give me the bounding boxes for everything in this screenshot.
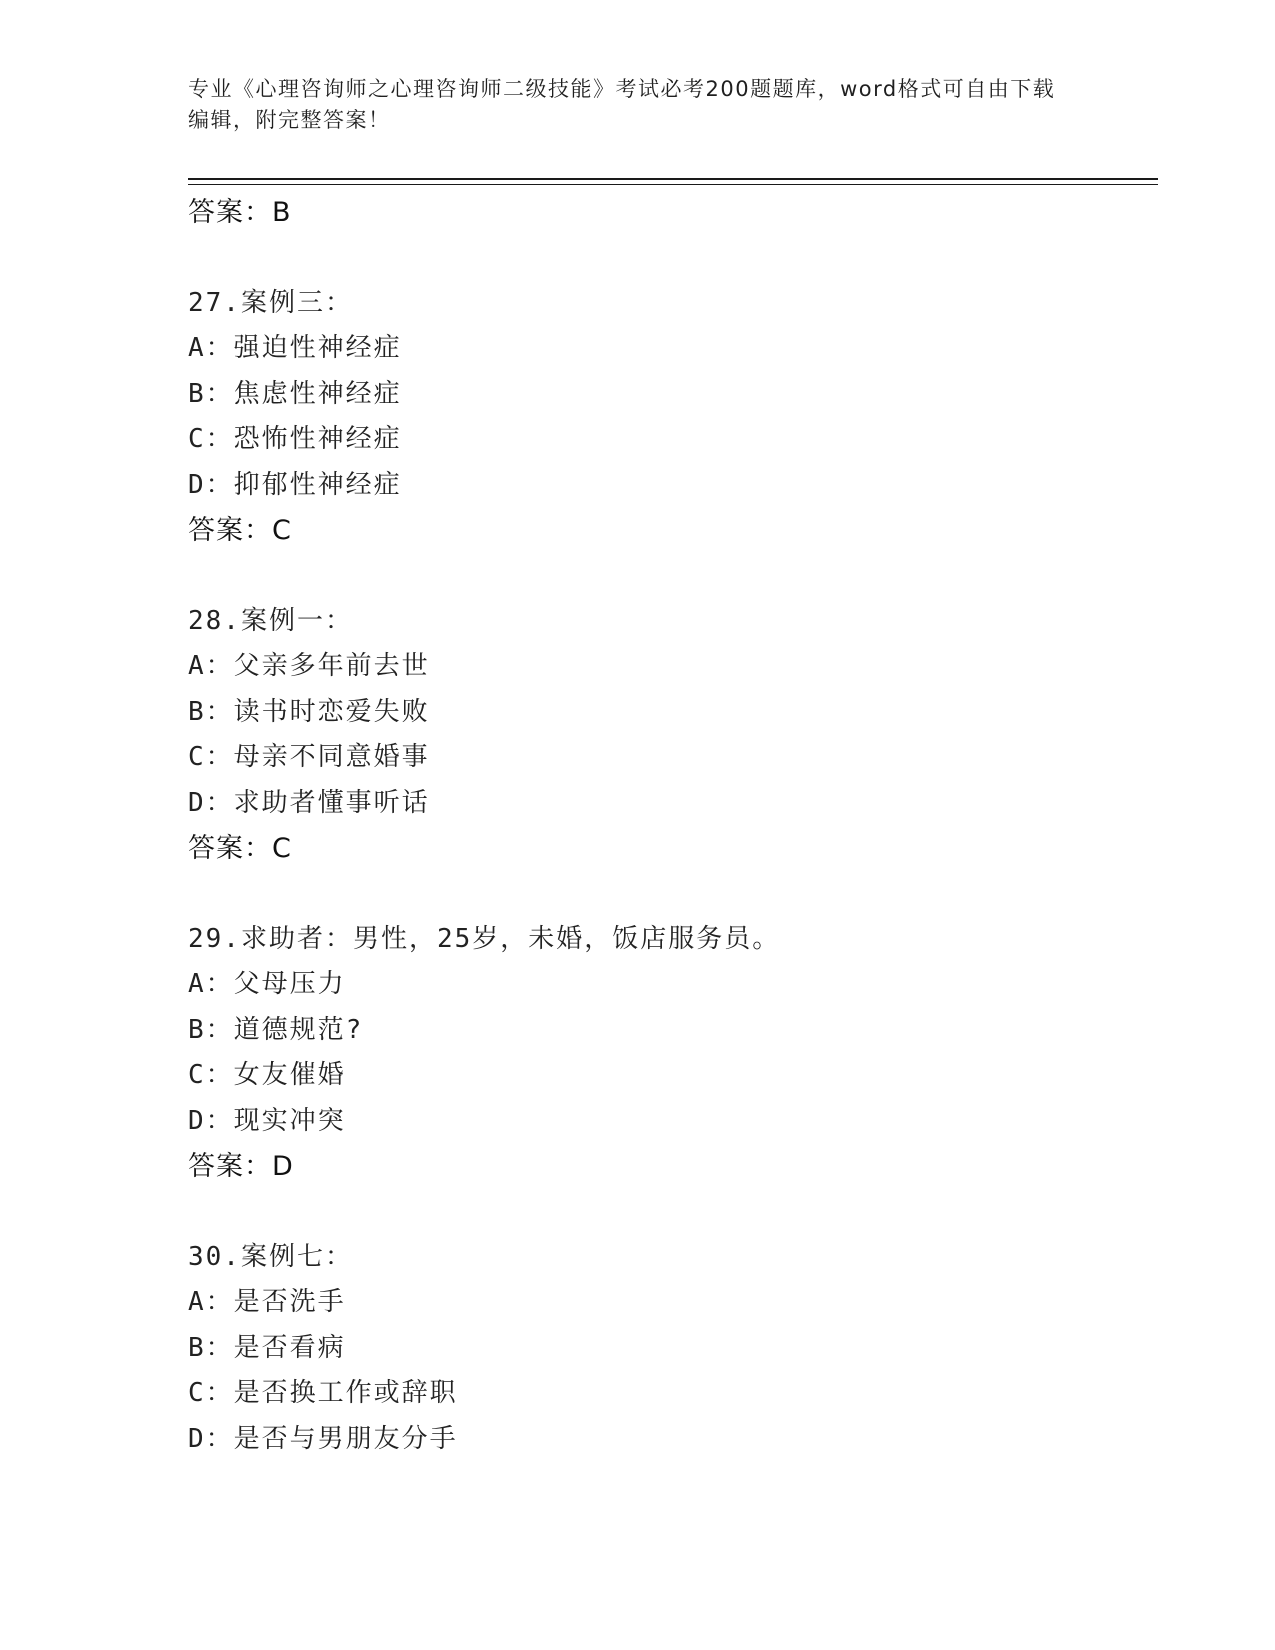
option-b: B：道德规范?	[188, 1014, 364, 1045]
answer-line: 答案：C	[188, 833, 292, 864]
option-a: A：父母压力	[188, 969, 346, 999]
question-list	[188, 190, 1148, 1462]
answer-line: 答案：D	[188, 1151, 294, 1182]
answer-line: 答案：C	[188, 515, 292, 546]
spacer	[188, 1190, 1148, 1235]
document-header: 专业《心理咨询师之心理咨询师二级技能》考试必考200题题库，word格式可自由下载编辑，附完整答案！	[188, 77, 1056, 132]
question-block-30	[188, 1235, 1148, 1463]
option-d: D：求助者懂事听话	[188, 787, 430, 818]
spacer	[188, 554, 1148, 599]
option-d: D：现实冲突	[188, 1105, 346, 1136]
option-d: D：是否与男朋友分手	[188, 1423, 458, 1454]
option-c: C：恐怖性神经症	[188, 424, 402, 454]
header-divider-bottom	[188, 184, 1158, 185]
option-a: A：强迫性神经症	[188, 333, 402, 363]
question-block-28	[188, 599, 1148, 872]
option-c: C：母亲不同意婚事	[188, 742, 430, 772]
option-b: B：是否看病	[188, 1332, 346, 1363]
option-a: A：是否洗手	[188, 1287, 346, 1317]
option-d: D：抑郁性神经症	[188, 469, 402, 500]
answer-line: 答案：B	[188, 197, 292, 228]
option-c: C：是否换工作或辞职	[188, 1378, 458, 1408]
question-stem: 28.案例一：	[188, 605, 353, 636]
option-c: C：女友催婚	[188, 1060, 346, 1090]
question-stem: 29.求助者：男性，25岁，未婚，饭店服务员。	[188, 923, 781, 954]
question-block-29	[188, 917, 1148, 1190]
spacer	[188, 872, 1148, 917]
option-b: B：焦虑性神经症	[188, 378, 402, 409]
question-block-27	[188, 281, 1148, 554]
option-a: A：父亲多年前去世	[188, 651, 430, 681]
question-stem: 27.案例三：	[188, 287, 353, 318]
question-stem: 30.案例七：	[188, 1241, 353, 1272]
spacer	[188, 236, 1148, 281]
header-divider-top	[188, 178, 1158, 180]
option-b: B：读书时恋爱失败	[188, 696, 430, 727]
